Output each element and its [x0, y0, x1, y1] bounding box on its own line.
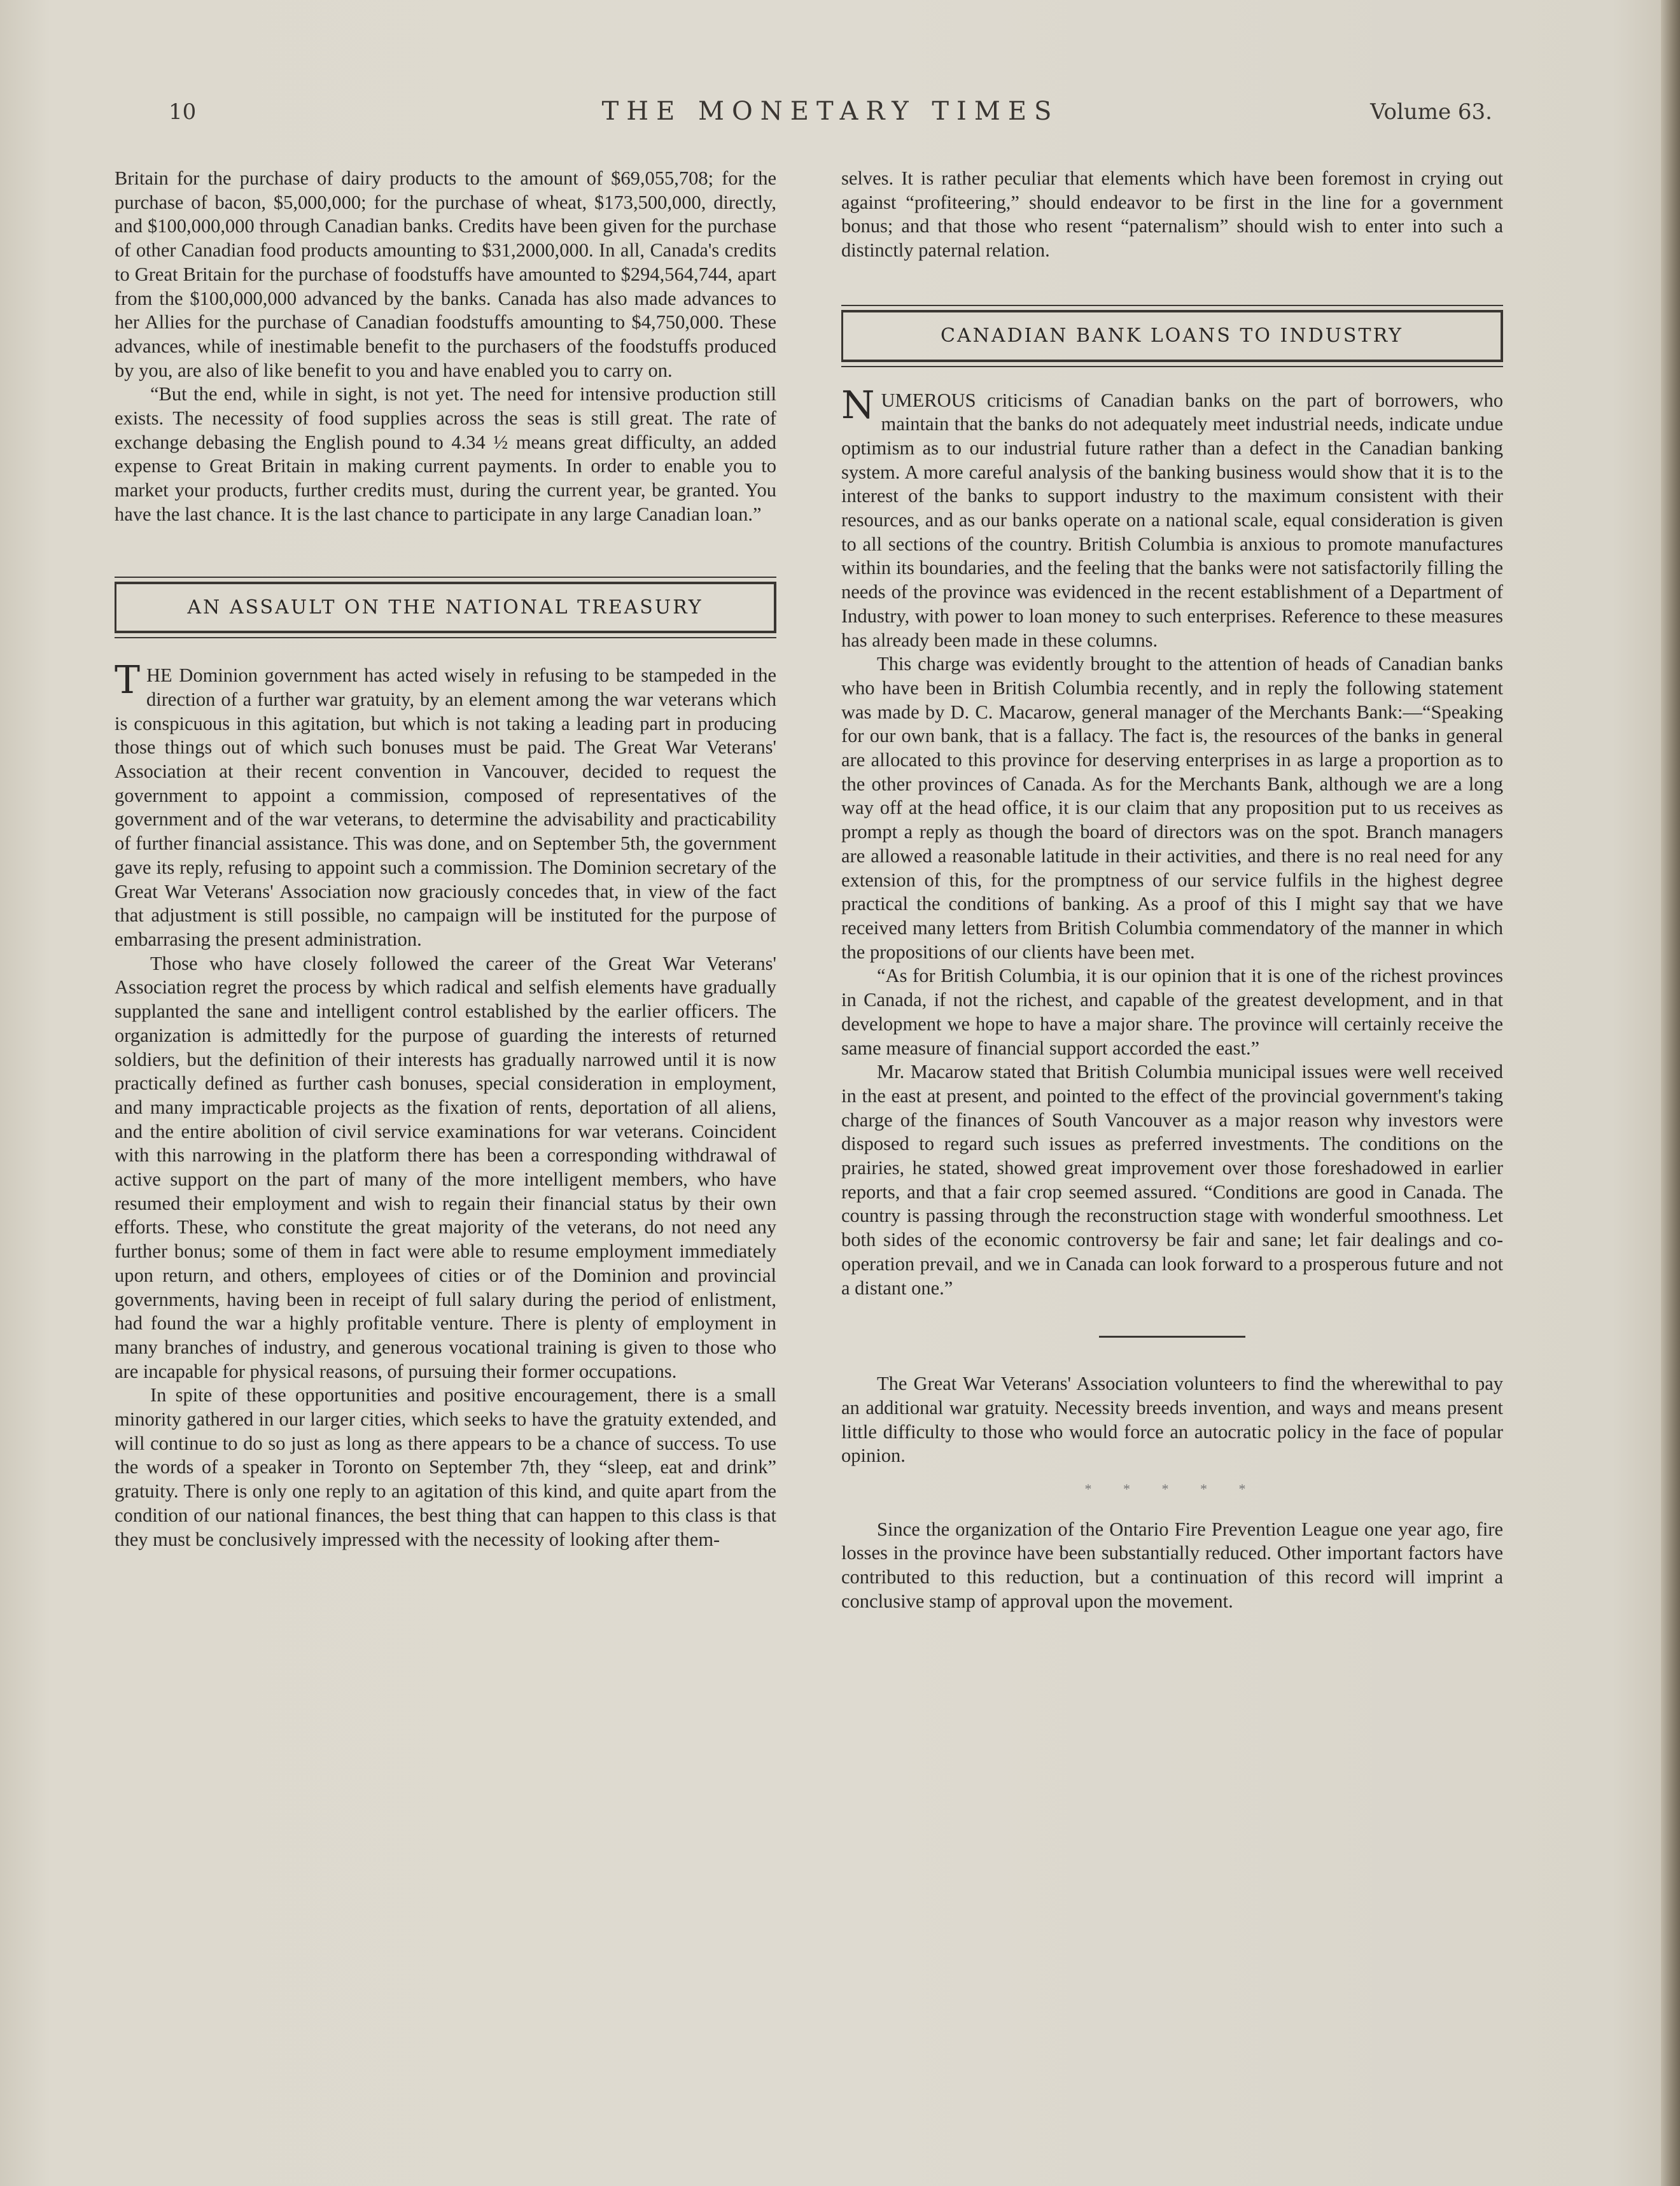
page-spine [1661, 0, 1680, 2186]
running-head [169, 94, 1492, 132]
page-number: 10 [169, 99, 197, 125]
section-heading: CANADIAN BANK LOANS TO INDUSTRY [841, 310, 1503, 362]
right-column [841, 167, 1503, 1614]
section-heading: AN ASSAULT ON THE NATIONAL TREASURY [115, 582, 776, 634]
section-heading-box [115, 577, 776, 639]
article-paragraph: In spite of these opportunities and positive encouragement, there is a small minority gathered in our larger cities, which seeks to have the gratuity extended, and will continue to do so just as long as there appears to be a chance of success. To use the words of a speaker in Toronto on September 7th, they “sleep, eat and drink” gratuity. There is only one reply to an agitation of this kind, and quite apart from the condition of our national finances, the best thing that can happen to this class is that they must be conclusively impressed with the necessity of looking after them- [115, 1384, 776, 1550]
article-paragraph-text: HE Dominion government has acted wisely in refusing to be stampeded in the direction of a further war gratuity, by an element among the war veterans which is conspicuous in this agitation, but which is not taking a leading part in producing those things out of which such bonuses must be paid. The Great War Veterans' Association at their recent convention in Vancouver, decided to request the government to appoint a commission, composed of representatives of the government and of the war veterans, to determine the advisability and practicability of further financial assistance. This was done, and on September 5th, the government gave its reply, refusing to appoint such a commission. The Dominion secretary of the Great War Veterans' Association now graciously concedes that, in view of the fact that adjustment is still possible, no campaign will be instituted for the purpose of embarrasing the present administration. [115, 664, 776, 950]
continuation-paragraph: selves. It is rather peculiar that elements which have been foremost in crying out against “profiteering,” should endeavor to be first in the line for a government bonus; and that those who resent “paternalism” should wish to enter into such a distinctly paternal relation. [841, 167, 1503, 262]
article-paragraph-text: UMEROUS criticisms of Canadian banks on the part of borrowers, who maintain that the banks do not adequately meet industrial needs, indicate undue optimism as to our industrial future rather than a defect in the Canadian banking system. A more careful analysis of the banking business would show that it is to the interest of the banks to support industry to the maximum consistent with their resources, and as our banks operate on a national scale, equal consideration is given to all sections of the country. British Columbia is anxious to promote manufactures within its boundaries, and the feeling that the banks were not satisfactorily filling the needs of the province was evidenced in the recent establishment of a Department of Industry, with power to loan money to such enterprises. Reference to these measures has already been made in these columns. [841, 389, 1503, 651]
intro-paragraph: Britain for the purchase of dairy products to the amount of $69,055,708; for the purchase of bacon, $5,000,000; for the purchase of wheat, $173,500,000, directly, and $100,000,000 through Canadian banks. Credits have been given for the purchase of other Canadian food products amounting to $31,2000,000. In all, Canada's credits to Great Britain for the purchase of foodstuffs have amounted to $294,564,744, apart from the $100,000,000 advanced by the banks. Canada has also made advances to her Allies for the purchase of Canadian foodstuffs amounting to $4,750,000. These advances, while of inestimable benefit to the purchasers of the foodstuffs produced by you, are also of like benefit to you and have enabled you to carry on. [115, 167, 776, 381]
editorial-note: The Great War Veterans' Association volunteers to find the wherewithal to pay an additional war gratuity. Necessity breeds invention, and ways and means present little difficulty to those who would force an autocratic policy in the face of popular opinion. [841, 1373, 1503, 1467]
article-paragraph [841, 382, 1503, 653]
left-column [115, 167, 776, 1552]
article-paragraph: “As for British Columbia, it is our opinion that it is one of the richest provinces in Canada, if not the richest, and capable of the greatest development, and in that development we hope to have a major share. The province will certainly receive the same measure of financial support accorded the east.” [841, 965, 1503, 1059]
article-paragraph [115, 658, 776, 951]
article-paragraph: This charge was evidently brought to the attention of heads of Canadian banks who have been in British Columbia recently, and in reply the following statement was made by D. C. Macarow, general manager of the Merchants Bank:—“Speaking for our own bank, that is a fallacy. The fact is, the resources of the banks in general are allocated to this province for deserving enterprises in as large a proportion as to the other provinces of Canada. As for the Merchants Bank, although we are a long way off at the head office, it is our claim that any proposition put to us receives as prompt a reply as though the board of directors was on the spot. Branch managers are allowed a reasonable latitude in their activities, and there is no real need for any extension of this, for the promptness of our service fulfils in the highest degree practical the conditions of banking. As a proof of this I might say that we have received many letters from British Columbia commendatory of the manner in which the propositions of our clients have been met. [841, 653, 1503, 963]
drop-cap: T [115, 658, 141, 703]
editorial-note: Since the organization of the Ontario Fire Prevention League one year ago, fire losses in the province have been substantially reduced. Other important factors have contributed to this reduction, but a continuation of this record will imprint a conclusive stamp of approval upon the movement. [841, 1518, 1503, 1612]
volume-label: Volume 63. [1370, 99, 1492, 125]
journal-title: THE MONETARY TIMES [601, 97, 1060, 126]
article-paragraph: Those who have closely followed the career of the Great War Veterans' Association regret the process by which radical and selfish elements have gradually supplanted the sane and intelligent control established by the earlier officers. The organization is admittedly for the purpose of guarding the interests of returned soldiers, but the definition of their interests has gradually narrowed until it is now practically defined as further cash bonuses, special consideration in employment, and many impracticable projects as the fixation of rents, deportation of all aliens, and the entire abolition of civil service examinations for war veterans. Coincident with this narrowing in the platform there has been a corresponding withdrawal of active support on the part of many of the more intelligent members, who have resumed their employment and wish to regain their financial status by their own efforts. These, who constitute the great majority of the veterans, do not need any further bonus; some of them in fact were able to resume employment immediately upon return, and others, employees of cities or of the Dominion and provincial governments, having been in receipt of full salary during the period of enlistment, had found the war a highly profitable venture. There is plenty of employment in many branches of industry, and generous vocational training is given to those who are incapable for physical reasons, of pursuing their former occupations. [115, 952, 776, 1382]
intro-paragraph: “But the end, while in sight, is not yet. The need for intensive production still exists. The necessity of food supplies across the seas is still great. The rate of exchange debasing the English pound to 4.34 ½ means great difficulty, an added expense to Great Britain in making current payments. In order to enable you to market your products, further credits must, during the current year, be granted. You have the last chance. It is the last chance to participate in any large Canadian loan.” [115, 383, 776, 525]
star-separator: * * * * * [1084, 1481, 1260, 1497]
drop-cap: N [841, 382, 875, 428]
article-paragraph: Mr. Macarow stated that British Columbia municipal issues were well received in the east at present, and pointed to the effect of the provincial government's taking charge of the finances of South Vancouver as a major reason why investors were disposed to regard such issues as preferred investments. The conditions on the prairies, he stated, showed great improvement over those foreshadowed in earlier reports, and that a fair crop seemed assured. “Conditions are good in Canada. The country is passing through the reconstruction stage with wonderful smoothness. Let both sides of the economic controversy be fair and sane; let fair dealings and co-operation prevail, and we in Canada can look forward to a prosperous future and not a distant one.” [841, 1061, 1503, 1299]
section-heading-box [841, 305, 1503, 367]
